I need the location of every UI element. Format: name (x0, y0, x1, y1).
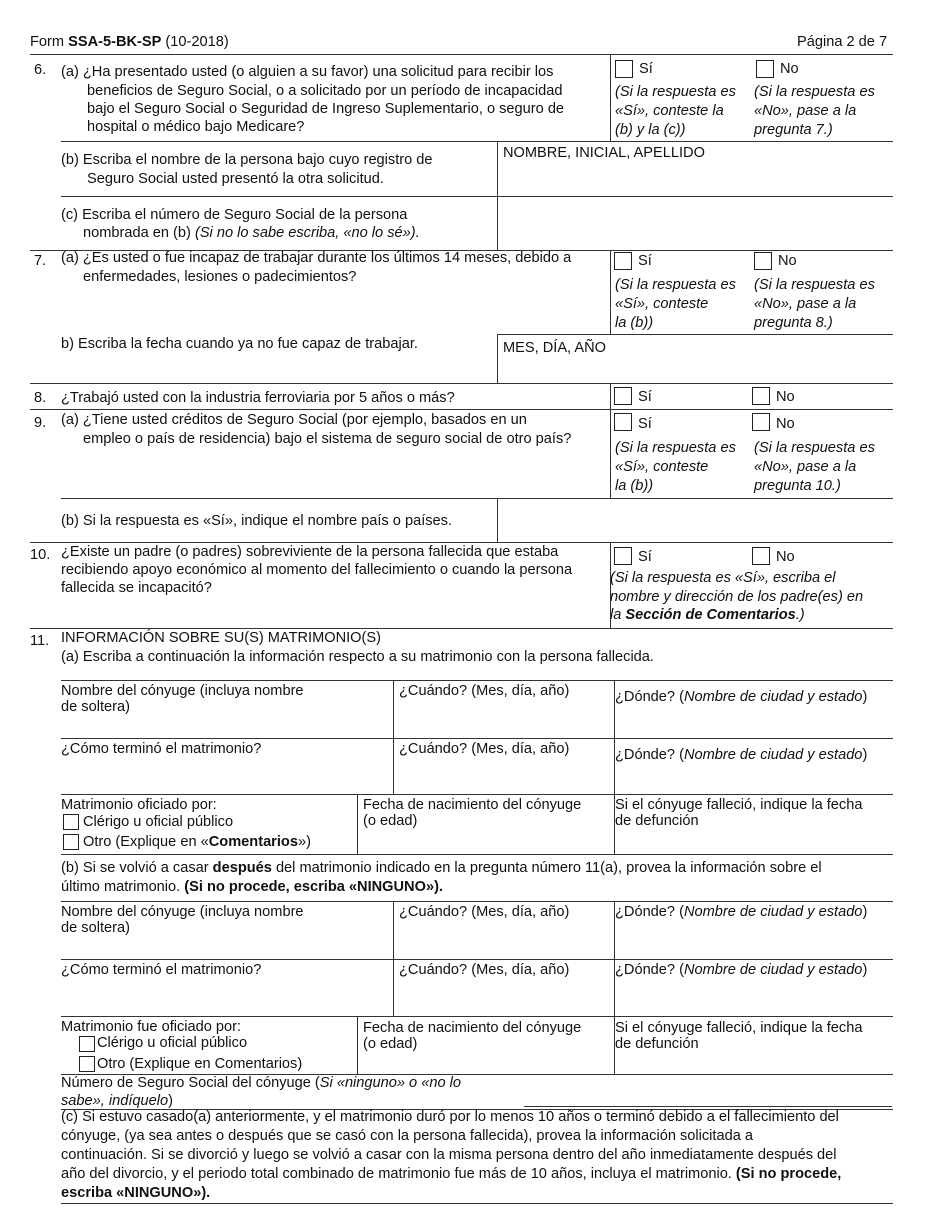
clergy-checkbox[interactable] (63, 814, 79, 830)
q10-yes-checkbox[interactable] (614, 547, 632, 565)
instruction: la (b)) (615, 478, 654, 494)
no-label: No (776, 389, 795, 405)
where-label: ¿Dónde? (Nombre de ciudad y estado) (615, 747, 868, 763)
divider (30, 383, 893, 384)
last-marriage-date-field[interactable] (395, 921, 613, 957)
instruction: «No», pase a la (754, 296, 857, 312)
instruction: «Sí», conteste la (615, 103, 724, 119)
question-text: ¿Existe un padre (o padres) sobreviviente de la persona fallecida que estaba (61, 544, 559, 560)
spouse-name-label: de soltera) (61, 699, 130, 715)
question-text: (a) ¿Ha presentado usted (o alguien a su favor) una solicitud para recibir los (61, 64, 554, 80)
question-number: 11. (30, 633, 50, 649)
end-date-field[interactable] (395, 760, 613, 792)
divider (610, 54, 611, 141)
date-field[interactable] (499, 358, 891, 381)
instruction: (Si la respuesta es (615, 277, 736, 293)
spouse-name-field[interactable] (62, 716, 392, 736)
marriage-date-field[interactable] (395, 700, 613, 736)
how-ended-field[interactable] (62, 760, 392, 792)
death-date-label: Si el cónyuge falleció, indique la fecha (615, 797, 863, 813)
death-date-label: Si el cónyuge falleció, indique la fecha (615, 1020, 863, 1036)
last-how-ended-field[interactable] (62, 981, 392, 1014)
dob-label: Fecha de nacimiento del cónyuge (363, 797, 582, 813)
question-text: empleo o país de residencia) bajo el sistema de seguro social de otro país? (83, 431, 572, 447)
where-label: ¿Dónde? (Nombre de ciudad y estado) (615, 689, 868, 705)
ssn-underline (524, 1106, 892, 1107)
name-field-label: NOMBRE, INICIAL, APELLIDO (503, 145, 705, 161)
divider (497, 334, 498, 383)
last-marriage-place-field[interactable] (616, 921, 892, 957)
how-ended-label: ¿Cómo terminó el matrimonio? (61, 962, 262, 978)
instruction: (Si la respuesta es (754, 277, 875, 293)
marriage-place-field[interactable] (616, 708, 892, 736)
question-text: cónyuge, (ya sea antes o después que se casó con la persona fallecida), provea la información solicitada a (61, 1128, 753, 1144)
last-end-date-field[interactable] (395, 981, 613, 1014)
divider (61, 738, 893, 739)
section-title: INFORMACIÓN SOBRE SU(S) MATRIMONIO(S) (61, 630, 381, 646)
instruction: (Si la respuesta es (615, 440, 736, 456)
clergy-checkbox[interactable] (79, 1036, 95, 1052)
spouse-ssn-label: sabe», indíquelo) (61, 1093, 173, 1109)
where-label: ¿Dónde? (Nombre de ciudad y estado) (615, 962, 868, 978)
divider (357, 794, 358, 854)
instruction: «No», pase a la (754, 103, 857, 119)
question-text: (c) Si estuvo casado(a) anteriormente, y el matrimonio duró por lo menos 10 años o terminó debido a el fallecimiento del (61, 1109, 839, 1125)
question-text: enfermedades, lesiones o padecimientos? (83, 269, 357, 285)
instruction: pregunta 10.) (754, 478, 841, 494)
question-number: 10. (30, 547, 51, 563)
question-text: (b) Escriba el nombre de la persona bajo cuyo registro de (61, 152, 433, 168)
country-field[interactable] (499, 500, 891, 540)
divider (61, 196, 893, 197)
last-death-date-field[interactable] (616, 1053, 892, 1073)
divider (393, 680, 394, 794)
question-text: beneficios de Seguro Social, o a solicitado por un período de incapacidad (87, 83, 563, 99)
divider (30, 54, 893, 55)
how-ended-label: ¿Cómo terminó el matrimonio? (61, 741, 262, 757)
divider (61, 959, 893, 960)
last-dob-field[interactable] (359, 1053, 613, 1073)
question-text: bajo el Seguro Social o Seguridad de Ingreso Suplementario, o seguro de (87, 101, 565, 117)
question-text: hospital o médico bajo Medicare? (87, 119, 305, 135)
instruction: «Sí», conteste (615, 459, 709, 475)
dob-field[interactable] (359, 830, 613, 852)
divider (61, 141, 893, 142)
question-number: 9. (34, 415, 47, 431)
divider (610, 409, 611, 498)
where-label: ¿Dónde? (Nombre de ciudad y estado) (615, 904, 868, 920)
divider (497, 498, 498, 542)
divider (610, 383, 611, 409)
question-number: 8. (34, 390, 47, 406)
name-field[interactable] (499, 162, 891, 194)
instruction: (Si la respuesta es (754, 84, 875, 100)
instruction: la Sección de Comentarios.) (610, 607, 805, 623)
no-label: No (776, 549, 795, 565)
clergy-label: Clérigo u oficial público (97, 1035, 248, 1051)
yes-label: Sí (638, 389, 652, 405)
divider (61, 680, 893, 681)
q9-yes-checkbox[interactable] (614, 413, 632, 431)
page-number: Página 2 de 7 (797, 34, 888, 50)
yes-label: Sí (638, 416, 652, 432)
instruction: (Si la respuesta es «Sí», escriba el (610, 570, 836, 586)
other-label: Otro (Explique en «Comentarios») (83, 834, 311, 850)
divider (61, 901, 893, 902)
q6-yes-checkbox[interactable] (615, 60, 633, 78)
yes-label: Sí (639, 61, 653, 77)
spouse-ssn-label: Número de Seguro Social del cónyuge (Si «ninguno» o «no lo (61, 1075, 461, 1091)
no-label: No (778, 253, 797, 269)
spouse-name-label: de soltera) (61, 920, 130, 936)
yes-label: Sí (638, 253, 652, 269)
dob-label: (o edad) (363, 813, 418, 829)
other-label: Otro (Explique en Comentarios) (97, 1056, 303, 1072)
no-label: No (780, 61, 799, 77)
dob-label: Fecha de nacimiento del cónyuge (363, 1020, 582, 1036)
yes-label: Sí (638, 549, 652, 565)
instruction: «Sí», conteste (615, 296, 709, 312)
question-text: nombrada en (b) (Si no lo sabe escriba, «no lo sé»). (83, 225, 420, 241)
question-text: b) Escriba la fecha cuando ya no fue capaz de trabajar. (61, 336, 418, 352)
question-text: fallecida se incapacitó? (61, 580, 212, 596)
dob-label: (o edad) (363, 1036, 418, 1052)
other-checkbox[interactable] (79, 1056, 95, 1072)
question-text: (b) Si se volvió a casar después del matrimonio indicado en la pregunta número 11(a), provea la información sobre el (61, 860, 822, 876)
q6-no-checkbox[interactable] (756, 60, 774, 78)
divider (30, 409, 893, 410)
officiated-label: Matrimonio oficiado por: (61, 797, 217, 813)
question-text: (c) Escriba el número de Seguro Social de la persona (61, 207, 408, 223)
when-label: ¿Cuándo? (Mes, día, año) (399, 683, 570, 699)
q8-yes-checkbox[interactable] (614, 387, 632, 405)
q9-no-checkbox[interactable] (752, 413, 770, 431)
divider (357, 1016, 358, 1074)
question-text: (a) ¿Tiene usted créditos de Seguro Social (por ejemplo, basados en un (61, 412, 527, 428)
instruction: «No», pase a la (754, 459, 857, 475)
q7-no-checkbox[interactable] (754, 252, 772, 270)
question-number: 6. (34, 62, 47, 78)
ssn-field[interactable] (499, 198, 891, 248)
form-id: Form SSA-5-BK-SP (10-2018) (30, 34, 229, 50)
instruction: nombre y dirección de los padre(es) en (610, 589, 864, 605)
question-text: escriba «NINGUNO»). (61, 1185, 211, 1201)
death-date-label: de defunción (615, 1036, 699, 1052)
spouse-name-label: Nombre del cónyuge (incluya nombre (61, 683, 304, 699)
divider (497, 334, 893, 335)
death-date-field[interactable] (616, 830, 892, 852)
last-end-place-field[interactable] (616, 981, 892, 1014)
question-text: (b) Si la respuesta es «Sí», indique el nombre país o países. (61, 513, 453, 529)
question-text: último matrimonio. (Si no procede, escriba «NINGUNO»). (61, 879, 443, 895)
instruction: (Si la respuesta es (754, 440, 875, 456)
question-text: (a) Escriba a continuación la información respecto a su matrimonio con la persona fallecida. (61, 649, 654, 665)
clergy-label: Clérigo u oficial público (83, 814, 234, 830)
instruction: la (b)) (615, 315, 654, 331)
death-date-label: de defunción (615, 813, 699, 829)
divider (61, 794, 893, 795)
divider (610, 250, 611, 334)
divider (61, 1203, 893, 1204)
last-spouse-name-field[interactable] (62, 937, 392, 957)
q10-no-checkbox[interactable] (752, 547, 770, 565)
question-text: recibiendo apoyo económico al momento del fallecimiento o cuando la persona (61, 562, 573, 578)
question-text: continuación. Si se divorció y luego se volvió a casar con la misma persona dentro del año inmediatamente después del (61, 1147, 837, 1163)
officiated-label: Matrimonio fue oficiado por: (61, 1019, 242, 1035)
divider (61, 498, 893, 499)
q8-no-checkbox[interactable] (752, 387, 770, 405)
instruction: (b) y la (c)) (615, 122, 686, 138)
question-text: Seguro Social usted presentó la otra solicitud. (87, 171, 384, 187)
question-number: 7. (34, 253, 47, 269)
spouse-ssn-field[interactable] (524, 1086, 892, 1106)
q7-yes-checkbox[interactable] (614, 252, 632, 270)
question-text: año del divorcio, y el periodo total combinado de matrimonio fue más de 10 años, incluya el matrimonio. (Si no procede, (61, 1166, 842, 1182)
divider (61, 854, 893, 855)
date-field-label: MES, DÍA, AÑO (503, 340, 606, 356)
end-place-field[interactable] (616, 766, 892, 792)
instruction: pregunta 8.) (754, 315, 833, 331)
when-label: ¿Cuándo? (Mes, día, año) (399, 904, 570, 920)
spouse-name-label: Nombre del cónyuge (incluya nombre (61, 904, 304, 920)
question-text: ¿Trabajó usted con la industria ferroviaria por 5 años o más? (61, 390, 455, 406)
when-label: ¿Cuándo? (Mes, día, año) (399, 741, 570, 757)
instruction: (Si la respuesta es (615, 84, 736, 100)
question-text: (a) ¿Es usted o fue incapaz de trabajar durante los últimos 14 meses, debido a (61, 250, 572, 266)
instruction: pregunta 7.) (754, 122, 833, 138)
divider (61, 1016, 893, 1017)
no-label: No (776, 416, 795, 432)
when-label: ¿Cuándo? (Mes, día, año) (399, 962, 570, 978)
other-checkbox[interactable] (63, 834, 79, 850)
